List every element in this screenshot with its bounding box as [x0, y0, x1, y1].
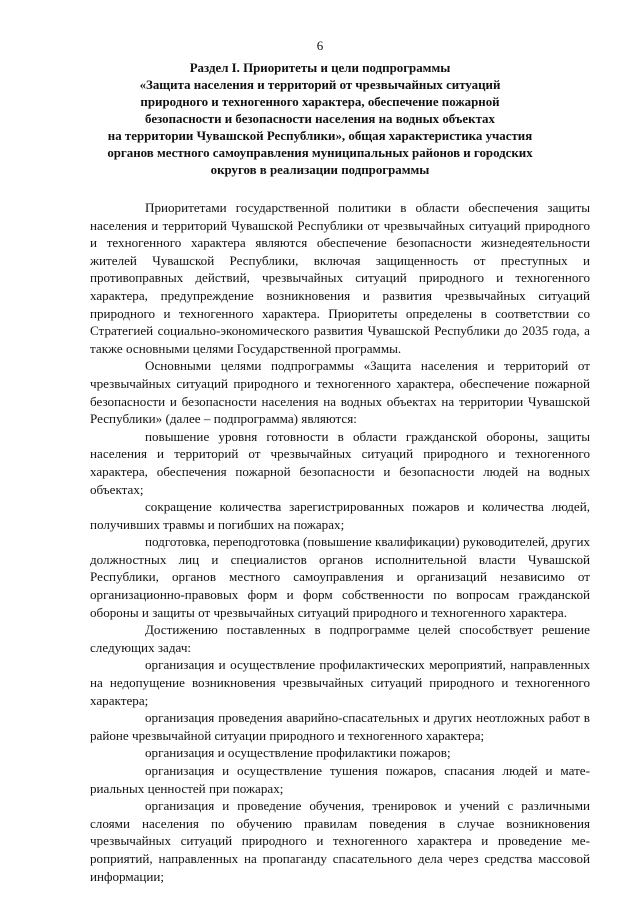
paragraph: Достижению поставленных в подпрограмме целей способствует решение следующих задач:: [90, 622, 590, 655]
paragraph: организация и проведение обучения, тренировок и учений с различными слоями населения по обучению правилам поведения в случае возникновения чрезвычайных ситуаций природного и техногенного характера и проведение мероприятий, направленных на пропаганду спасательного дела через средства массовой информации;: [90, 798, 590, 884]
paragraph: Основными целями подпрограммы «Защита населения и территорий от чрезвычайных ситуаций природного и техногенного характера, обеспечение пожарной безопасности и безопасности населения на водных объектах на территории Чувашской Республики» (далее – подпрограмма) являются:: [90, 358, 590, 427]
paragraph: сокращение количества зарегистрированных пожаров и количества людей, получивших травмы и погибших на пожарах;: [90, 499, 590, 532]
paragraph: организация и осуществление профилактических мероприятий, направленных на недопущение возникновения чрезвычайных ситуаций природного и техногенного характера;: [90, 657, 590, 708]
heading-line: «Защита населения и территорий от чрезвычайных ситуаций: [139, 78, 501, 92]
section-heading: [104, 60, 536, 179]
heading-line: безопасности и безопасности населения на водных объектах: [145, 112, 495, 126]
heading-line: природного и техногенного характера, обеспечение пожарной: [140, 95, 500, 109]
heading-line: на территории Чувашской Республики», общая характеристика участия: [107, 129, 533, 143]
paragraph: организация и осуществление тушения пожаров, спасания людей и материальных ценностей при пожарах;: [90, 763, 590, 796]
body-text: [90, 199, 590, 885]
paragraph: организация и осуществление профилактики пожаров;: [145, 745, 451, 761]
paragraph: организация проведения аварийно-спасательных и других неотложных работ в районе чрезвычайной ситуации природного и техногенного характера;: [90, 710, 590, 743]
paragraph: подготовка, переподготовка (повышение квалификации) руководителей, других должностных лиц и специалистов органов исполнительной власти Чувашской Республики, органов местного самоуправления и организаций независимо от организационно-правовых форм и форм собственности по вопросам гражданской обороны и защиты от чрезвычайных ситуаций природного и техногенного характера.: [90, 534, 590, 620]
heading-line: Раздел I. Приоритеты и цели подпрограммы: [189, 61, 451, 75]
page-number: 6: [316, 38, 324, 53]
heading-line: округов в реализации подпрограммы: [210, 163, 430, 177]
paragraph: Приоритетами государственной политики в области обеспечения защиты населения и территорий Чувашской Республики от чрезвычайных ситуаций природного и техногенного характера являются обеспечение безопасности жизнедеятельности жителей Чувашской Республики, включая защищенность от преступных и противоправных действий, чрезвычайных ситуаций природного и техногенного характера, предупреждение возникновения и развития чрезвычайных ситуаций природного и техногенного характера. Приоритеты определены в соответствии со Стратегией социально-экономического развития Чувашской Республики до 2035 года, а также основными целями Государственной программы.: [90, 200, 590, 356]
paragraph: повышение уровня готовности в области гражданской обороны, защиты населения и территорий от чрезвычайных ситуаций природного и техногенного характера, обеспечения пожарной безопасности и безопасности людей на водных объектах;: [90, 428, 590, 497]
heading-line: органов местного самоуправления муниципальных районов и городских: [107, 146, 533, 160]
